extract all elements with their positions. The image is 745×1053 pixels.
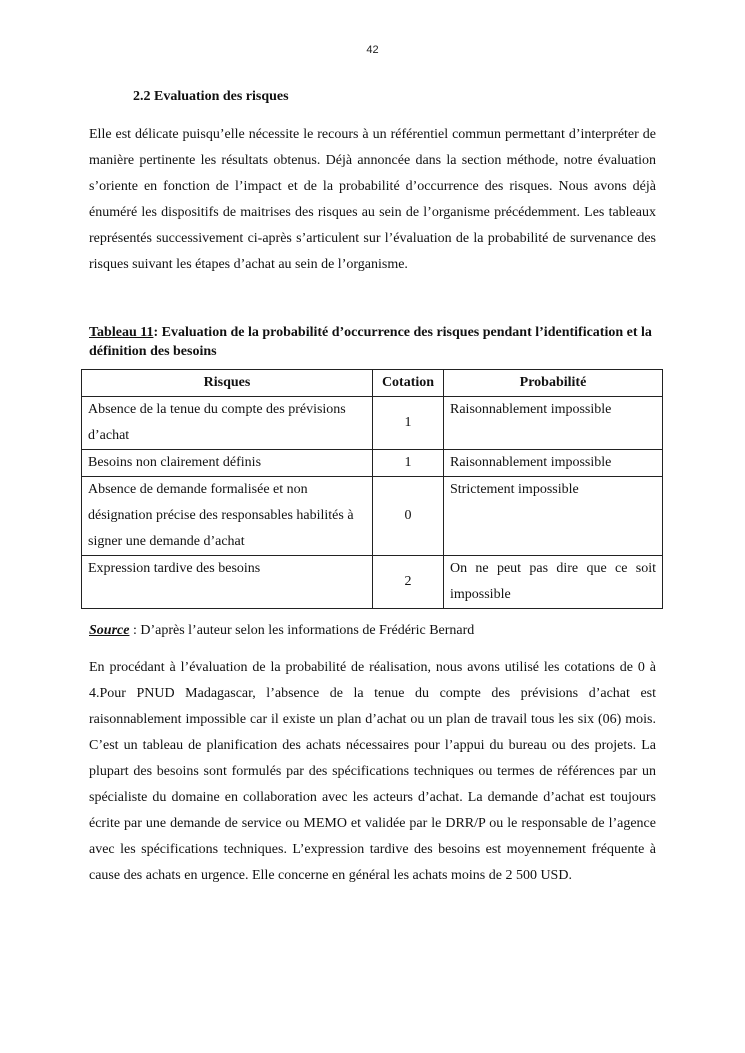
header-probabilite: Probabilité — [444, 370, 663, 397]
risk-cell: Absence de demande formalisée et non désignation précise des responsables habilités à signer une demande d’achat — [82, 477, 373, 556]
page-number: 42 — [366, 44, 379, 56]
probabilite-cell: Raisonnablement impossible — [444, 450, 663, 477]
risk-cell: Absence de la tenue du compte des prévisions d’achat — [82, 397, 373, 450]
risk-cell: Besoins non clairement définis — [82, 450, 373, 477]
table-source — [89, 619, 656, 643]
cotation-cell: 1 — [373, 450, 444, 477]
table-row — [82, 556, 663, 609]
table-row — [82, 450, 663, 477]
header-risques: Risques — [82, 370, 373, 397]
cotation-cell: 1 — [373, 397, 444, 450]
table-caption-label: Tableau 11 — [89, 325, 154, 340]
source-text: : D’après l’auteur selon les informations de Frédéric Bernard — [129, 623, 475, 638]
cotation-cell: 0 — [373, 477, 444, 556]
table-row — [82, 397, 663, 450]
table-caption — [89, 323, 656, 361]
header-cotation: Cotation — [373, 370, 444, 397]
table-header-row — [82, 370, 663, 397]
source-label: Source — [89, 623, 130, 638]
table-caption-text: : Evaluation de la probabilité d’occurrence des risques pendant l’identification et la définition des besoins — [89, 325, 652, 359]
paragraph-analysis: En procédant à l’évaluation de la probabilité de réalisation, nous avons utilisé les cotations de 0 à 4.Pour PNUD Madagascar, l’absence de la tenue du compte des prévisions d’achat est raisonnablement impossible car il existe un plan d’achat ou un plan de travail tous les six (06) mois. C’est un tableau de planification des achats nécessaires pour l’appui du bureau ou des projets. La plupart des besoins sont formulés par des spécifications techniques ou termes de références par un spécialiste du domaine en collaboration avec les acteurs d’achat. La demande d’achat est toujours écrite par une demande de service ou MEMO et validée par le DRR/P ou le responsable de l’agence avec les spécifications techniques. L’expression tardive des besoins est moyennement fréquente à cause des achats en urgence. Elle concerne en général les achats moins de 2 500 USD. — [89, 660, 656, 883]
probabilite-cell: Strictement impossible — [444, 477, 663, 556]
probabilite-cell: Raisonnablement impossible — [444, 397, 663, 450]
cotation-cell: 2 — [373, 556, 444, 609]
section-heading: 2.2 Evaluation des risques — [133, 89, 289, 104]
table-row — [82, 477, 663, 556]
risk-probability-table — [81, 369, 663, 609]
probabilite-cell: On ne peut pas dire que ce soit impossible — [444, 556, 663, 609]
paragraph-intro: Elle est délicate puisqu’elle nécessite le recours à un référentiel commun permettant d’interpréter de manière pertinente les résultats obtenus. Déjà annoncée dans la section méthode, notre évaluation s’oriente en fonction de l’impact et de la probabilité d’occurrence des risques. Nous avons déjà énuméré les dispositifs de maitrises des risques au sein de l’organisme précédemment. Les tableaux représentés successivement ci-après s’articulent sur l’évaluation de la probabilité de survenance des risques suivant les étapes d’achat au sein de l’organisme. — [89, 127, 656, 272]
risk-cell: Expression tardive des besoins — [82, 556, 373, 609]
